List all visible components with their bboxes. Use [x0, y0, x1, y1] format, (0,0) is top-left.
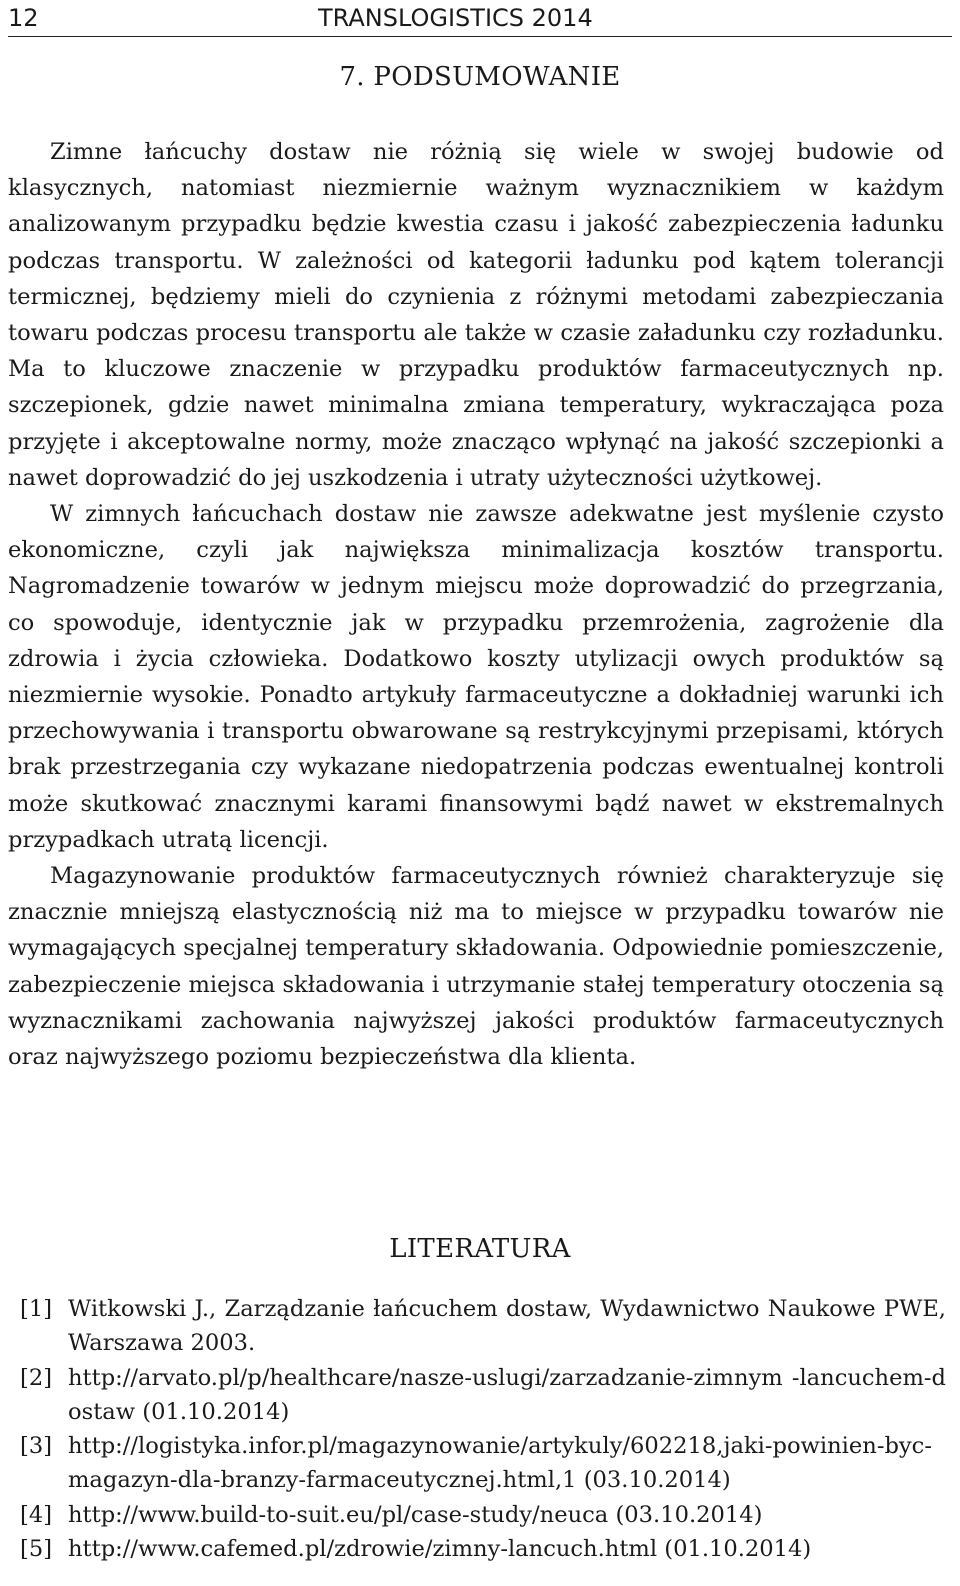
- reference-link[interactable]: http://www.cafemed.pl/zdrowie/zimny-lancuch.html (01.10.2014): [68, 1536, 812, 1563]
- reference-number: [4]: [20, 1501, 53, 1528]
- reference-list: [20, 1292, 946, 1566]
- section-body: [8, 134, 944, 1075]
- reference-number: [3]: [20, 1433, 53, 1460]
- page-number: 12: [8, 4, 39, 32]
- reference-item: [20, 1292, 946, 1361]
- reference-item: [20, 1361, 946, 1430]
- reference-link[interactable]: http://logistyka.infor.pl/magazynowanie/artykuly/602218,jaki-powinien-byc-magazyn-dla-branzy-farmaceutycznej.html,1 (03.10.2014): [68, 1433, 932, 1494]
- reference-item: [20, 1429, 946, 1498]
- reference-number: [2]: [20, 1364, 53, 1391]
- reference-text: Witkowski J., Zarządzanie łańcuchem dostaw, Wydawnictwo Naukowe PWE, Warszawa 2003.: [68, 1296, 946, 1357]
- running-title: TRANSLOGISTICS 2014: [318, 4, 593, 32]
- section-heading: 7. PODSUMOWANIE: [339, 62, 621, 92]
- reference-item: [20, 1498, 946, 1532]
- reference-number: [5]: [20, 1536, 53, 1563]
- reference-item: [20, 1532, 946, 1566]
- header-rule: [8, 36, 952, 37]
- literature-heading: LITERATURA: [389, 1234, 571, 1264]
- page-header: [8, 4, 952, 34]
- reference-link[interactable]: http://www.build-to-suit.eu/pl/case-study/neuca (03.10.2014): [68, 1501, 763, 1528]
- reference-link[interactable]: http://arvato.pl/p/healthcare/nasze-uslugi/zarzadzanie-zimnym -lancuchem-dostaw (01.10.2014): [68, 1364, 946, 1425]
- paragraph: Magazynowanie produktów farmaceutycznych również charakteryzuje się znacznie mniejszą elastycznością niż ma to miejsce w przypadku towarów nie wymagających specjalnej temperatury składowania. Odpowiednie pomieszczenie, zabezpieczenie miejsca składowania i utrzymanie stałej temperatury otoczenia są wyznacznikami zachowania najwyższej jakości produktów farmaceutycznych oraz najwyższego poziomu bezpieczeństwa dla klienta.: [8, 863, 944, 1071]
- paragraph: Zimne łańcuchy dostaw nie różnią się wiele w swojej budowie od klasycznych, natomiast niezmiernie ważnym wyznacznikiem w każdym analizowanym przypadku będzie kwestia czasu i jakość zabezpieczenia ładunku podczas transportu. W zależności od kategorii ładunku pod kątem tolerancji termicznej, będziemy mieli do czynienia z różnymi metodami zabezpieczania towaru podczas procesu transportu ale także w czasie załadunku czy rozładunku. Ma to kluczowe znaczenie w przypadku produktów farmaceutycznych np. szczepionek, gdzie nawet minimalna zmiana temperatury, wykraczająca poza przyjęte i akceptowalne normy, może znacząco wpłynąć na jakość szczepionki a nawet doprowadzić do jej uszkodzenia i utraty użyteczności użytkowej.: [8, 139, 944, 491]
- paragraph: W zimnych łańcuchach dostaw nie zawsze adekwatne jest myślenie czysto ekonomiczne, czyli jak największa minimalizacja kosztów transportu. Nagromadzenie towarów w jednym miejscu może doprowadzić do przegrzania, co spowoduje, identycznie jak w przypadku przemrożenia, zagrożenie dla zdrowia i życia człowieka. Dodatkowo koszty utylizacji owych produktów są niezmiernie wysokie. Ponadto artykuły farmaceutyczne a dokładniej warunki ich przechowywania i transportu obwarowane są restrykcyjnymi przepisami, których brak przestrzegania czy wykazane niedopatrzenia podczas ewentualnej kontroli może skutkować znacznymi karami finansowymi bądź nawet w ekstremalnych przypadkach utratą licencji.: [8, 501, 944, 853]
- reference-number: [1]: [20, 1296, 53, 1322]
